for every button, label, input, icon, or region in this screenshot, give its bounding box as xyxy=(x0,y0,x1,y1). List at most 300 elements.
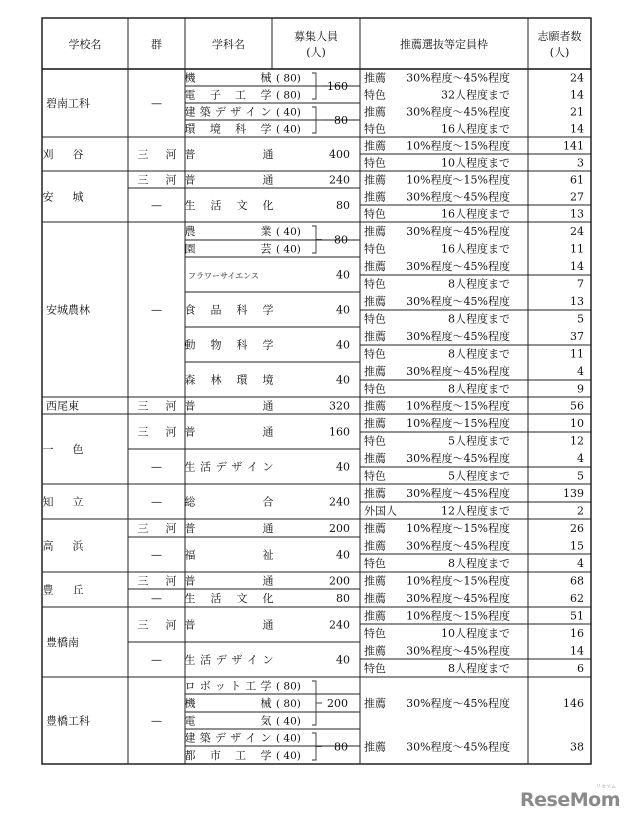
quota-type: 推薦 xyxy=(364,740,386,754)
svg-text:築: 築 xyxy=(199,731,211,745)
svg-text:普: 普 xyxy=(184,618,196,632)
quota-type: 推薦 xyxy=(364,539,386,553)
svg-text:デ: デ xyxy=(214,105,226,119)
svg-text:建: 建 xyxy=(184,105,196,119)
applicant-count: 14 xyxy=(570,122,584,136)
svg-text:食: 食 xyxy=(184,303,196,317)
quota-text: 30%程度～45%程度 xyxy=(406,539,510,553)
header-quota: 推薦選抜等定員枠 xyxy=(400,38,488,51)
applicant-count: 61 xyxy=(570,173,584,187)
quota-text: 5人程度まで xyxy=(448,434,510,448)
svg-text:ボ: ボ xyxy=(199,679,211,693)
svg-text:通: 通 xyxy=(262,148,274,161)
dept-name xyxy=(185,89,272,102)
quota-text: 30%程度～45%程度 xyxy=(406,697,510,710)
quota-text: 30%程度～45%程度 xyxy=(406,740,510,754)
svg-text:豊: 豊 xyxy=(42,583,54,597)
header-school: 学校名 xyxy=(68,38,102,51)
svg-text:ロ: ロ xyxy=(184,679,196,693)
svg-text:イ: イ xyxy=(246,460,258,474)
dept-name xyxy=(185,338,274,352)
svg-text:イ: イ xyxy=(246,653,258,667)
quota-type: 推薦 xyxy=(364,697,386,710)
svg-text:立: 立 xyxy=(72,495,84,509)
school-name xyxy=(43,443,84,456)
svg-text:三: 三 xyxy=(137,399,149,413)
svg-text:ザ: ザ xyxy=(230,731,242,745)
svg-text:ン: ン xyxy=(262,653,274,667)
quota-text: 10%程度～15%程度 xyxy=(406,574,510,588)
dept-total: 200 xyxy=(329,574,350,588)
svg-text:業: 業 xyxy=(260,225,272,238)
quota-type: 推薦 xyxy=(364,574,386,588)
quota-text: 30%程度～45%程度 xyxy=(406,105,510,119)
svg-text:普: 普 xyxy=(184,399,196,413)
watermark-text: ReseMom xyxy=(520,789,620,811)
svg-text:林: 林 xyxy=(210,373,222,387)
svg-text:機: 機 xyxy=(184,71,196,85)
quota-type: 推薦 xyxy=(364,260,386,273)
dept-name xyxy=(185,71,272,85)
svg-text:市: 市 xyxy=(209,749,221,762)
svg-text:電: 電 xyxy=(184,88,196,102)
svg-text:環: 環 xyxy=(184,122,196,136)
svg-text:動: 動 xyxy=(184,338,196,352)
applicant-count: 3 xyxy=(577,156,584,170)
svg-text:三: 三 xyxy=(137,522,149,535)
dept-name: フラワーサイエンス xyxy=(188,271,259,281)
svg-text:普: 普 xyxy=(184,522,196,535)
quota-text: 10人程度まで xyxy=(441,156,510,170)
applicant-count: 13 xyxy=(570,207,584,221)
dept-total: 40 xyxy=(336,268,350,282)
svg-text:生: 生 xyxy=(184,653,196,667)
svg-text:河: 河 xyxy=(165,173,177,187)
quota-type: 特色 xyxy=(364,347,386,361)
applicant-count: 141 xyxy=(563,139,584,153)
quota-type: 推薦 xyxy=(364,487,386,500)
svg-text:生: 生 xyxy=(184,199,196,212)
group-name: — xyxy=(151,592,162,605)
applicant-count: 4 xyxy=(577,452,584,465)
bracket-total: 160 xyxy=(327,80,348,93)
applicant-count: 5 xyxy=(577,469,584,483)
svg-text:一: 一 xyxy=(42,443,54,456)
quota-type: 推薦 xyxy=(364,644,386,658)
applicant-count: 27 xyxy=(570,190,584,204)
dept-name xyxy=(185,224,272,238)
svg-text:学: 学 xyxy=(260,122,272,136)
svg-text:通: 通 xyxy=(262,425,274,439)
group-name xyxy=(138,174,177,187)
svg-text:谷: 谷 xyxy=(72,148,84,161)
quota-type: 推薦 xyxy=(364,225,386,238)
quota-text: 10%程度～15%程度 xyxy=(406,522,510,535)
svg-text:科: 科 xyxy=(236,338,248,352)
bracket-total: 80 xyxy=(334,740,348,754)
quota-text: 30%程度～45%程度 xyxy=(406,330,510,343)
dept-name xyxy=(185,243,272,256)
dept-total: 40 xyxy=(336,373,350,387)
quota-text: 16人程度まで xyxy=(441,207,510,221)
header-capacity-unit: (人) xyxy=(306,46,326,59)
dept-name xyxy=(185,303,274,317)
dept-name xyxy=(185,122,272,136)
svg-text:械: 械 xyxy=(260,71,272,85)
applicant-count: 4 xyxy=(577,365,584,378)
svg-text:環: 環 xyxy=(236,373,248,387)
svg-text:境: 境 xyxy=(209,122,221,136)
applicant-count: 11 xyxy=(570,242,584,256)
quota-text: 30%程度～45%程度 xyxy=(406,365,510,378)
quota-type: 推薦 xyxy=(364,71,386,85)
dept-capacity: ( 80) xyxy=(276,89,301,102)
school-name xyxy=(43,190,84,204)
dept-name xyxy=(185,680,272,693)
quota-type: 推薦 xyxy=(364,522,386,535)
dept-total: 80 xyxy=(336,592,350,605)
svg-text:子: 子 xyxy=(209,88,221,102)
quota-text: 12人程度まで xyxy=(441,504,510,518)
quota-type: 特色 xyxy=(364,122,386,136)
quota-type: 推薦 xyxy=(364,330,386,343)
group-name: — xyxy=(151,199,162,212)
applicant-count: 24 xyxy=(570,71,584,85)
applicant-count: 7 xyxy=(577,277,584,291)
dept-name xyxy=(185,748,272,762)
dept-name xyxy=(185,731,272,745)
quota-type: 特色 xyxy=(364,434,386,448)
dept-capacity: ( 80) xyxy=(276,698,301,710)
svg-text:三: 三 xyxy=(137,148,149,161)
svg-text:学: 学 xyxy=(260,88,272,102)
svg-text:電: 電 xyxy=(184,714,196,728)
dept-name xyxy=(185,521,274,535)
group-name xyxy=(138,522,177,535)
quota-type: 推薦 xyxy=(364,105,386,119)
applicant-count: 6 xyxy=(577,662,584,675)
dept-total: 40 xyxy=(336,303,350,317)
dept-name xyxy=(185,591,274,605)
dept-capacity: ( 40) xyxy=(276,732,301,745)
applicant-count: 24 xyxy=(570,225,584,238)
applicant-count: 2 xyxy=(577,504,584,518)
svg-text:学: 学 xyxy=(260,679,272,693)
dept-name xyxy=(185,653,274,667)
quota-text: 10人程度まで xyxy=(441,627,510,640)
applicant-count: 68 xyxy=(570,574,584,588)
applicant-count: 11 xyxy=(570,347,584,361)
svg-text:築: 築 xyxy=(199,105,211,119)
group-name: — xyxy=(151,303,162,317)
quota-text: 5人程度まで xyxy=(448,469,510,483)
school-name xyxy=(43,496,84,509)
svg-text:三: 三 xyxy=(137,618,149,632)
svg-text:活: 活 xyxy=(210,199,222,212)
quota-type: 特色 xyxy=(364,382,386,396)
applicant-count: 5 xyxy=(577,312,584,326)
svg-text:ン: ン xyxy=(262,460,274,474)
dept-total: 200 xyxy=(329,522,350,535)
svg-text:活: 活 xyxy=(200,460,212,474)
svg-text:ト: ト xyxy=(230,679,242,693)
quota-type: 推薦 xyxy=(364,365,386,378)
svg-text:機: 機 xyxy=(184,697,196,710)
quota-text: 30%程度～45%程度 xyxy=(406,592,510,605)
svg-text:学: 学 xyxy=(262,303,274,317)
quota-type: 推薦 xyxy=(364,173,386,187)
svg-text:河: 河 xyxy=(165,425,177,439)
dept-name xyxy=(185,715,272,728)
svg-text:ザ: ザ xyxy=(231,460,243,474)
quota-type: 特色 xyxy=(364,88,386,102)
applicant-count: 21 xyxy=(570,105,584,119)
svg-text:通: 通 xyxy=(262,574,274,588)
dept-name xyxy=(185,618,274,632)
school-name: 安城農林 xyxy=(46,303,90,317)
svg-text:デ: デ xyxy=(215,653,227,667)
quota-text: 8人程度まで xyxy=(448,557,510,570)
applicant-count: 139 xyxy=(563,487,584,500)
svg-text:工: 工 xyxy=(235,88,247,102)
applicant-count: 37 xyxy=(570,330,584,343)
dept-total: 240 xyxy=(329,495,350,509)
applicant-count: 13 xyxy=(570,295,584,308)
group-name: — xyxy=(151,714,162,728)
header-capacity: 募集人員 xyxy=(294,30,338,43)
svg-text:生: 生 xyxy=(184,460,196,474)
applicant-count: 9 xyxy=(577,382,584,396)
svg-text:文: 文 xyxy=(236,592,248,605)
dept-total: 40 xyxy=(336,653,350,667)
dept-total: 240 xyxy=(329,173,350,187)
quota-text: 10%程度～15%程度 xyxy=(406,173,510,187)
svg-text:河: 河 xyxy=(165,148,177,161)
dept-total: 40 xyxy=(336,548,350,562)
quota-type: 推薦 xyxy=(364,190,386,204)
dept-total: 240 xyxy=(329,618,350,632)
svg-text:園: 園 xyxy=(184,242,196,256)
svg-text:工: 工 xyxy=(245,679,257,693)
school-name: 豊橋南 xyxy=(46,636,79,649)
quota-type: 特色 xyxy=(364,277,386,291)
svg-text:学: 学 xyxy=(262,338,274,352)
quota-text: 30%程度～45%程度 xyxy=(406,452,510,465)
svg-text:普: 普 xyxy=(184,173,196,187)
svg-text:ン: ン xyxy=(260,731,272,745)
svg-text:物: 物 xyxy=(210,338,222,352)
dept-capacity: ( 40) xyxy=(276,243,301,256)
applicant-count: 62 xyxy=(570,592,584,605)
bracket-total: 80 xyxy=(334,233,348,247)
quota-text: 30%程度～45%程度 xyxy=(406,644,510,658)
quota-type: 外国人 xyxy=(364,504,397,518)
school-name xyxy=(43,539,85,553)
quota-type: 推薦 xyxy=(364,452,386,465)
applicant-count: 146 xyxy=(563,697,584,710)
applicant-count: 14 xyxy=(570,260,584,273)
group-name xyxy=(138,619,177,632)
applicant-count: 16 xyxy=(570,627,584,640)
quota-text: 10%程度～15%程度 xyxy=(406,139,510,153)
quota-text: 10%程度～15%程度 xyxy=(406,399,510,413)
svg-text:建: 建 xyxy=(184,731,196,745)
svg-text:学: 学 xyxy=(260,749,272,762)
quota-type: 推薦 xyxy=(364,139,386,153)
svg-text:イ: イ xyxy=(245,105,257,119)
header-applicants-unit: (人) xyxy=(549,46,570,59)
svg-text:品: 品 xyxy=(210,303,222,317)
dept-name xyxy=(185,495,274,509)
svg-text:ッ: ッ xyxy=(214,679,226,693)
quota-type: 特色 xyxy=(364,207,386,221)
dept-capacity: ( 80) xyxy=(276,72,301,85)
svg-text:総: 総 xyxy=(184,495,196,509)
svg-text:化: 化 xyxy=(262,199,274,212)
group-name xyxy=(138,148,177,161)
svg-text:丘: 丘 xyxy=(72,583,84,597)
svg-text:合: 合 xyxy=(262,495,274,509)
svg-text:都: 都 xyxy=(184,749,196,762)
group-name: — xyxy=(151,653,162,667)
svg-text:普: 普 xyxy=(184,148,196,161)
applicant-count: 26 xyxy=(570,522,584,535)
svg-text:祉: 祉 xyxy=(262,548,274,562)
svg-text:活: 活 xyxy=(210,592,222,605)
quota-text: 30%程度～45%程度 xyxy=(406,225,510,238)
dept-capacity: ( 40) xyxy=(276,226,301,238)
svg-text:イ: イ xyxy=(245,731,257,745)
dept-name xyxy=(185,105,272,119)
svg-text:通: 通 xyxy=(262,618,274,632)
svg-text:河: 河 xyxy=(165,399,177,413)
quota-type: 特色 xyxy=(364,662,386,675)
svg-text:浜: 浜 xyxy=(72,539,84,553)
quota-text: 30%程度～45%程度 xyxy=(406,71,510,85)
school-name: 碧南工科 xyxy=(46,97,90,110)
svg-text:三: 三 xyxy=(137,173,149,187)
applicant-count: 56 xyxy=(570,399,584,413)
dept-name xyxy=(185,696,272,710)
svg-text:通: 通 xyxy=(262,399,274,413)
quota-type: 特色 xyxy=(364,156,386,170)
bracket-total: 80 xyxy=(334,114,348,127)
quota-type: 特色 xyxy=(364,242,386,256)
svg-text:械: 械 xyxy=(260,697,272,710)
dept-total: 160 xyxy=(329,425,350,439)
dept-name xyxy=(185,198,274,212)
dept-name xyxy=(185,373,274,387)
header-group: 群 xyxy=(151,38,162,51)
quota-text: 10%程度～15%程度 xyxy=(406,417,510,430)
applicant-count: 10 xyxy=(570,417,584,430)
dept-capacity: ( 40) xyxy=(276,750,301,762)
svg-text:科: 科 xyxy=(236,303,248,317)
svg-text:ザ: ザ xyxy=(231,653,243,667)
svg-text:三: 三 xyxy=(137,574,149,588)
quota-text: 8人程度まで xyxy=(448,382,510,396)
svg-text:高: 高 xyxy=(42,539,54,553)
group-name: — xyxy=(151,460,162,474)
group-name xyxy=(138,400,177,413)
quota-text: 8人程度まで xyxy=(448,662,510,675)
quota-text: 10%程度～15%程度 xyxy=(406,609,510,623)
dept-capacity: ( 40) xyxy=(276,106,301,119)
school-name: 西尾東 xyxy=(46,399,79,413)
quota-type: 推薦 xyxy=(364,609,386,623)
header-applicants: 志願者数 xyxy=(537,30,582,43)
quota-text: 30%程度～45%程度 xyxy=(406,190,510,204)
dept-name xyxy=(185,574,274,588)
dept-total: 40 xyxy=(336,338,350,352)
svg-text:通: 通 xyxy=(262,173,274,187)
svg-text:デ: デ xyxy=(215,460,227,474)
quota-text: 32人程度まで xyxy=(441,88,510,102)
svg-text:城: 城 xyxy=(72,190,84,204)
svg-text:普: 普 xyxy=(184,425,196,439)
quota-text: 30%程度～45%程度 xyxy=(406,487,510,500)
svg-text:河: 河 xyxy=(165,574,177,588)
quota-type: 特色 xyxy=(364,627,386,640)
quota-text: 16人程度まで xyxy=(441,242,510,256)
svg-text:色: 色 xyxy=(72,443,84,456)
quota-type: 推薦 xyxy=(364,295,386,308)
applicant-count: 38 xyxy=(570,740,584,754)
svg-text:森: 森 xyxy=(184,373,196,387)
quota-type: 推薦 xyxy=(364,417,386,430)
watermark-ruby: リセマム xyxy=(596,784,616,790)
quota-text: 16人程度まで xyxy=(441,122,510,136)
applicant-count: 14 xyxy=(570,88,584,102)
quota-text: 8人程度まで xyxy=(448,277,510,291)
dept-total: 320 xyxy=(329,399,350,413)
dept-capacity: ( 80) xyxy=(276,680,301,693)
group-name: — xyxy=(151,97,162,110)
svg-text:刈: 刈 xyxy=(42,148,54,161)
capacity-bracket xyxy=(312,681,316,725)
svg-text:知: 知 xyxy=(42,495,54,509)
svg-text:気: 気 xyxy=(260,714,272,728)
svg-text:工: 工 xyxy=(235,749,247,762)
group-name xyxy=(138,426,177,439)
dept-name xyxy=(185,173,274,187)
quota-type: 推薦 xyxy=(364,592,386,605)
applicant-count: 12 xyxy=(570,434,584,448)
dept-name xyxy=(185,548,274,562)
group-name: — xyxy=(151,495,162,509)
svg-text:生: 生 xyxy=(184,592,196,605)
dept-total: 40 xyxy=(336,460,350,474)
dept-total: 400 xyxy=(329,148,350,161)
quota-text: 30%程度～45%程度 xyxy=(406,260,510,273)
svg-text:安: 安 xyxy=(42,190,54,204)
svg-text:通: 通 xyxy=(262,522,274,535)
quota-text: 8人程度まで xyxy=(448,312,510,326)
svg-text:福: 福 xyxy=(184,548,196,562)
applicant-count: 4 xyxy=(577,557,584,570)
svg-text:デ: デ xyxy=(214,731,226,745)
header-dept: 学科名 xyxy=(212,38,245,51)
svg-text:河: 河 xyxy=(165,618,177,632)
applicant-count: 15 xyxy=(570,539,584,553)
quota-type: 特色 xyxy=(364,469,386,483)
svg-text:芸: 芸 xyxy=(260,242,272,256)
svg-text:化: 化 xyxy=(262,592,274,605)
applicant-count: 51 xyxy=(570,609,584,623)
group-name xyxy=(138,575,177,588)
dept-capacity: ( 40) xyxy=(276,715,301,728)
svg-text:三: 三 xyxy=(137,425,149,439)
